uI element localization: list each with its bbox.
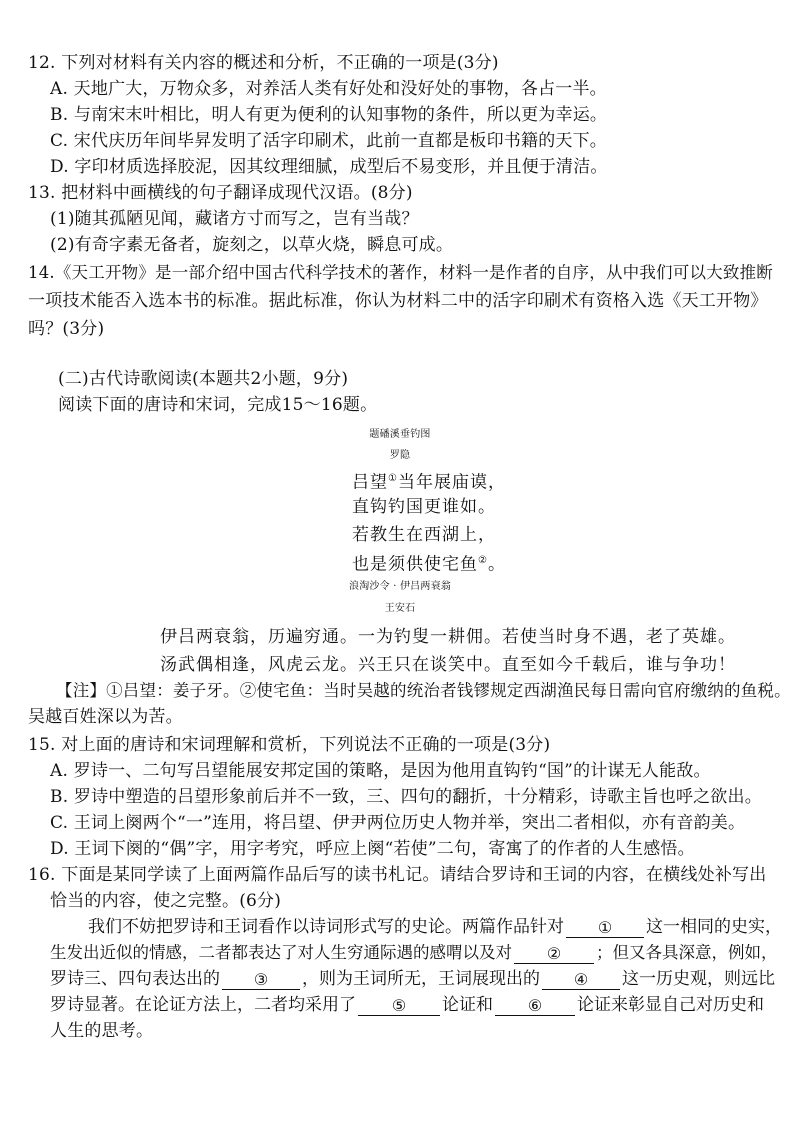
poem1-line-1: 吕望①当年展庙谟，	[352, 472, 506, 493]
q16-para-line-5: 人生的思考。	[50, 1021, 154, 1041]
q12-option-c: C. 宋代庆历年间毕昇发明了活字印刷术，此前一直都是板印书籍的天下。	[50, 131, 608, 151]
poem1-line-2: 直钩钓国更谁如。	[352, 497, 496, 517]
q12-stem: 12. 下列对材料有关内容的概述和分析，不正确的一项是(3分)	[28, 53, 499, 73]
note-marker-1: ①	[388, 473, 398, 484]
q14-line-2: 一项技术能否入选本书的标准。据此标准，你认为材料二中的活字印刷术有资格入选《天工开物》	[28, 291, 768, 311]
q15-option-b: B. 罗诗中塑造的吕望形象前后并不一致，三、四句的翻折，十分精彩，诗歌主旨也呼之欲出。	[50, 787, 762, 807]
poem1-author: 罗隐	[389, 450, 411, 461]
q15-stem: 15. 对上面的唐诗和宋词理解和赏析，下列说法不正确的一项是(3分)	[28, 735, 551, 755]
answer-blank-1[interactable]: ①	[566, 917, 644, 938]
q15-option-d: D. 王词下阕的“偶”字，用字考究，呼应上阕“若使”二句，寄寓了的作者的人生感悟。	[50, 839, 695, 859]
answer-blank-4[interactable]: ④	[542, 969, 620, 990]
poem2-title: 浪淘沙令 · 伊吕两衰翁	[349, 581, 451, 592]
answer-blank-5[interactable]: ⑤	[358, 995, 440, 1016]
poem1-line-3: 若教生在西湖上，	[352, 525, 496, 545]
q12-option-b: B. 与南宋末叶相比，明人有更为便利的认知事物的条件，所以更为幸运。	[50, 105, 608, 125]
q13-stem: 13. 把材料中画横线的句子翻译成现代汉语。(8分)	[28, 183, 413, 203]
answer-blank-3[interactable]: ③	[222, 969, 300, 990]
q12-option-a: A. 天地广大，万物众多，对养活人类有好处和没好处的事物，各占一半。	[50, 79, 607, 99]
answer-blank-2[interactable]: ②	[514, 943, 594, 964]
poem2-author: 王安石	[384, 603, 416, 614]
q12-option-d: D. 字印材质选择胶泥，因其纹理细腻，成型后不易变形，并且便于清洁。	[50, 157, 608, 177]
q16-para-line-1: 我们不妨把罗诗和王词看作以诗词形式写的史论。两篇作品针对 ① 这一相同的史实，	[88, 917, 782, 937]
section-instruction: 阅读下面的唐诗和宋词，完成15～16题。	[58, 395, 378, 415]
q15-option-c: C. 王词上阕两个“一”连用，将吕望、伊尹两位历史人物并举，突出二者相似，亦有音韵美。	[50, 813, 746, 833]
notes-line-1: 【注】①吕望：姜子牙。②使宅鱼：当时吴越的统治者钱镠规定西湖渔民每日需向官府缴纳的鱼税。	[56, 681, 791, 700]
poem2-line-2: 汤武偶相逢，风虎云龙。兴王只在谈笑中。直至如今千载后，谁与争功！	[160, 655, 736, 675]
q16-para-line-3: 罗诗三、四句表达出的 ③ ，则为王词所无，王词展现出的 ④ 这一历史观，则远比	[50, 969, 775, 989]
poem1-title: 题磻溪垂钓图	[369, 429, 431, 440]
q16-line-1: 16. 下面是某同学读了上面两篇作品后写的读书札记。请结合罗诗和王词的内容，在横线处补写出	[28, 865, 767, 885]
poem1-line-4: 也是须供使宅鱼②。	[352, 554, 506, 575]
notes-line-2: 吴越百姓深以为苦。	[28, 707, 183, 727]
q16-para-line-4: 罗诗显著。在论证方法上，二者均采用了 ⑤ 论证和 ⑥ 论证来彰显自己对历史和	[50, 995, 764, 1015]
q13-sentence-1: (1)随其孤陋见闻，藏诸方寸而写之，岂有当哉？	[50, 209, 419, 229]
q16-para-line-2: 生发出近似的情感，二者都表达了对人生穷通际遇的感喟以及对 ② ；但又各具深意，例如，	[50, 943, 778, 963]
note-marker-2: ②	[478, 555, 488, 566]
q14-line-1: 14.《天工开物》是一部介绍中国古代科学技术的著作，材料一是作者的自序，从中我们可以大致推断	[28, 263, 773, 282]
answer-blank-6[interactable]: ⑥	[495, 995, 575, 1016]
section-heading: (二)古代诗歌阅读(本题共2小题，9分)	[58, 369, 349, 389]
q13-sentence-2: (2)有奇字素无备者，旋刻之，以草火烧，瞬息可成。	[50, 235, 454, 255]
poem2-line-1: 伊吕两衰翁，历遍穷通。一为钓叟一耕佣。若使当时身不遇，老了英雄。	[160, 627, 736, 647]
q15-option-a: A. 罗诗一、二句写吕望能展安邦定国的策略，是因为他用直钩钓“国”的计谋无人能敌。	[50, 761, 711, 781]
q16-line-2: 恰当的内容，使之完整。(6分)	[50, 891, 282, 911]
q14-line-3: 吗？(3分)	[28, 319, 105, 339]
